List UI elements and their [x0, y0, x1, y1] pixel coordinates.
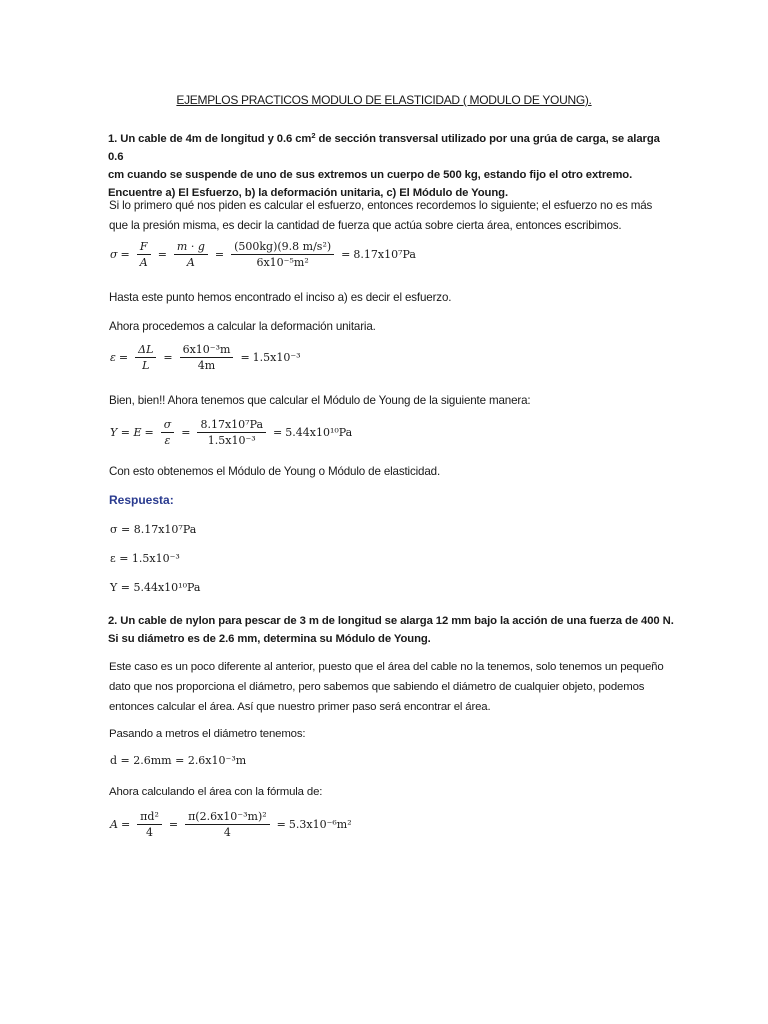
eq-area-f2-num: π(2.6x10⁻³m)² [185, 810, 270, 825]
problem-2-line-1: 2. Un cable de nylon para pescar de 3 m de longitud se alarga 12 mm bajo la acción de una fuerza de 400 N. [108, 615, 674, 627]
equation-stress: σ = $\frac{F}{A}$ = $\frac{m \cdot g}{A}$ = $\frac{\text{(500kg)(9.8 m/s²)}}{\text{6x10⁻⁵m²}}$ = 8.17x10⁷Pa [110, 240, 416, 269]
eq-stress-frac-3 [231, 240, 334, 269]
eq-stress-frac-1 [137, 240, 151, 269]
eq-strain-f2-num: 6x10⁻³m [180, 343, 234, 358]
eq-strain-f1-den: L [142, 359, 150, 372]
eq-stress-f3-den: 6x10⁻⁵m² [256, 256, 309, 269]
eq-strain-f2-den: 4m [197, 359, 216, 372]
eq-strain-lhs: ε [110, 351, 116, 364]
problem-1-superscript: 2 [311, 131, 316, 140]
eq-area-result: 5.3x10⁻⁶m² [288, 818, 352, 831]
problem-1-line-1-b: de sección transversal utilizado por una grúa de carga, se alarga 0.6 [108, 133, 660, 163]
problem-2-line-2: Si su diámetro es de 2.6 mm, determina su Módulo de Young. [108, 633, 431, 645]
eq-stress-result: 8.17x10⁷Pa [353, 248, 416, 261]
paragraph-hasta: Hasta este punto hemos encontrado el inciso a) es decir el esfuerzo. [109, 291, 452, 304]
problem-1-intro: Si lo primero qué nos piden es calcular el esfuerzo, entonces recordemos lo siguiente; el esfuerzo no es más que la presión misma, es decir la cantidad de fuerza que actúa sobre cierta área, entonces escribimos. [109, 199, 653, 232]
eq-stress-f1-num: F [139, 240, 148, 253]
paragraph-pasando: Pasando a metros el diámetro tenemos: [109, 728, 306, 740]
paragraph-bien: Bien, bien!! Ahora tenemos que calcular el Módulo de Young de la siguiente manera: [109, 394, 531, 407]
answer-young: Y = 5.44x10¹⁰Pa [110, 581, 201, 594]
eq-stress-f2-num: m · g [176, 240, 205, 253]
eq-stress-f3-num: (500kg)(9.8 m/s²) [231, 240, 334, 255]
eq-stress-f2-den: A [186, 256, 195, 269]
problem-1-statement [108, 130, 668, 202]
eq-young-f1-num: σ [163, 418, 172, 431]
eq-stress-f1-den: A [139, 256, 148, 269]
eq-young-frac-2 [197, 418, 266, 447]
eq-young-f2-num: 8.17x10⁷Pa [197, 418, 266, 433]
problem-1-line-3: Encuentre a) El Esfuerzo, b) la deformación unitaria, c) El Módulo de Young. [108, 187, 508, 199]
paragraph-ahora: Ahora procedemos a calcular la deformación unitaria. [109, 320, 376, 333]
eq-area-f1-den: 4 [146, 826, 154, 839]
eq-area-frac-2 [185, 810, 270, 839]
problem-2-intro: Este caso es un poco diferente al anterior, puesto que el área del cable no la tenemos, solo tenemos un pequeño dato que nos proporciona el diámetro, pero sabemos que sabiendo el diámetro de cualquier objeto, podemos entonces calcular el área. Así que nuestro primer paso será encontrar el área. [109, 661, 664, 713]
eq-young-lhs: Y = E [110, 426, 142, 439]
document-title: EJEMPLOS PRACTICOS MODULO DE ELASTICIDAD ( MODULO DE YOUNG). [176, 93, 592, 107]
paragraph-ahora-area: Ahora calculando el área con la fórmula de: [109, 786, 323, 798]
equation-strain: ε = $\frac{\Delta L}{L}$ = $\frac{\text{6x10⁻³m}}{4m}$ = 1.5x10⁻³ [110, 343, 301, 372]
eq-area-frac-1 [137, 810, 162, 839]
eq-young-frac-1 [161, 418, 175, 447]
paragraph-con: Con esto obtenemos el Módulo de Young o Módulo de elasticidad. [109, 465, 441, 478]
eq-young-f1-den: ε [164, 434, 171, 447]
eq-strain-result: 1.5x10⁻³ [252, 351, 301, 364]
equation-young: Y = E = $\frac{\sigma}{\varepsilon}$ = $\frac{\text{8.17x10⁷Pa}}{\text{1.5x10⁻³}}$ = 5.44x10¹⁰Pa [110, 418, 353, 447]
equation-area: A = $\frac{\text{πd²}}{4}$ = $\frac{\text{π(2.6x10⁻³m)²}}{4}$ = 5.3x10⁻⁶m² [110, 810, 352, 839]
eq-stress-lhs: σ [110, 248, 118, 261]
eq-strain-frac-2 [180, 343, 234, 372]
problem-1-line-1 [108, 130, 668, 166]
answer-stress: σ = 8.17x10⁷Pa [110, 523, 197, 536]
respuesta-label: Respuesta: [109, 493, 174, 507]
problem-1-line-2: cm cuando se suspende de uno de sus extremos un cuerpo de 500 kg, estando fijo el otro extremo. [108, 169, 633, 181]
eq-area-f2-den: 4 [223, 826, 231, 839]
eq-young-result: 5.44x10¹⁰Pa [285, 426, 353, 439]
eq-strain-f1-num: ΔL [138, 343, 154, 356]
eq-strain-frac-1 [135, 343, 156, 372]
problem-1-line-1-a: 1. Un cable de 4m de longitud y 0.6 cm [108, 133, 312, 145]
equation-diameter: d = 2.6mm = 2.6x10⁻³m [110, 754, 247, 767]
answer-strain: ε = 1.5x10⁻³ [110, 552, 180, 565]
eq-young-f2-den: 1.5x10⁻³ [207, 434, 256, 447]
problem-2-statement [108, 612, 678, 648]
eq-stress-frac-2 [174, 240, 208, 269]
eq-area-lhs: A [110, 818, 118, 831]
eq-area-f1-num: πd² [137, 810, 162, 825]
